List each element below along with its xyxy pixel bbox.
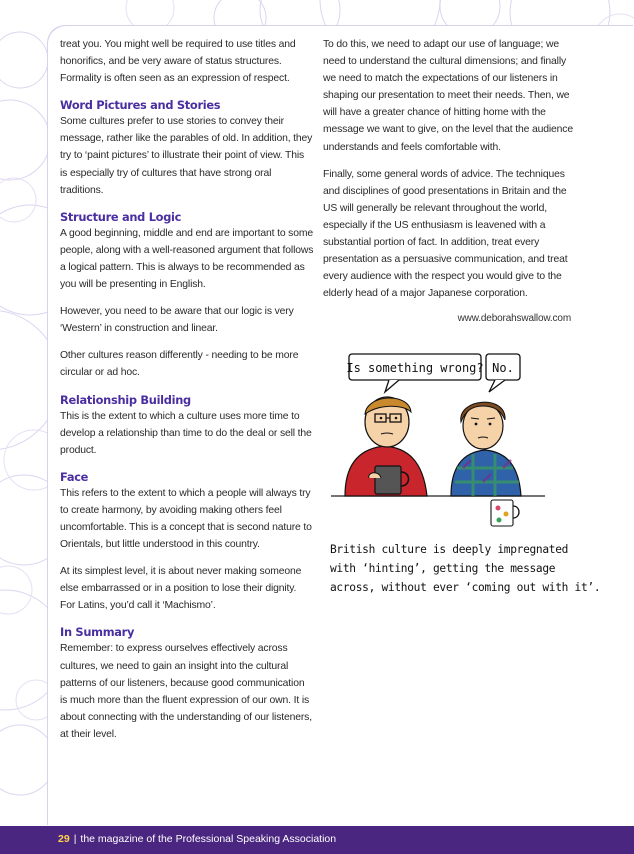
magazine-title: the magazine of the Professional Speaking Association <box>80 833 337 845</box>
speech-bubble-left <box>346 354 483 392</box>
page-number: 29 <box>58 833 70 845</box>
speech-bubble-right <box>486 354 520 392</box>
floral-mug <box>491 500 519 526</box>
paragraph: Other cultures reason differently - needing to be more circular or ad hoc. <box>60 350 299 379</box>
paragraph: Finally, some general words of advice. The techniques and disciplines of good presentations in Britain and the US will generally be relevant throughout the world, especially if the US enthusiasm is leavened with a substantial portion of fact. In addition, treat every presentation as a persuasive communication, and treat every audience with the respect you would give to the elderly head of a major Japanese corporation. <box>323 168 568 300</box>
section-heading-face: Face <box>60 469 89 484</box>
footer-text <box>58 833 336 845</box>
paragraph: A good beginning, middle and end are important to some people, along with a well-reasoned argument that follows a logical pattern. This is always to be recommended as you will be presenting in English. <box>60 227 314 291</box>
footer-bar <box>0 826 634 854</box>
paragraph: Remember: to express ourselves effectively across cultures, we need to gain an insight into the cultural patterns of our listeners, because good communication is much more than the fluent expression of our own. It is about connecting with the understanding of our listeners, at their level. <box>60 643 312 740</box>
man-figure <box>345 397 427 496</box>
woman-figure <box>451 402 521 496</box>
paragraph: To do this, we need to adapt our use of language; we need to understand the cultural dimensions; and finally we need to match the expectations of our listeners in shaping our presentation to meet their needs. Then, we will have a greater chance of hitting home with the message we want to give, on the level that the audience understands and feels comfortable with. <box>323 39 573 153</box>
paragraph: At its simplest level, it is about never making someone else embarrassed or in a position to lose their dignity. For Latins, you’d call it ‘Machismo’. <box>60 566 302 612</box>
paragraph: This is the extent to which a culture uses more time to develop a relationship than time to do the deal or sell the product. <box>60 410 312 456</box>
section-heading-in-summary: In Summary <box>60 625 135 640</box>
paragraph: Some cultures prefer to use stories to convey their message, rather like the parables of old. In addition, they try to ‘paint pictures’ to illustrate their point of view. This is especially try of cultures that have strong oral traditions. <box>60 116 313 196</box>
website-link[interactable]: www.deborahswallow.com <box>457 313 571 325</box>
cartoon-caption <box>330 540 601 597</box>
section-heading-word-pictures: Word Pictures and Stories <box>60 98 221 113</box>
speech-right-text: No. <box>492 361 514 375</box>
left-column <box>60 36 314 753</box>
caption-line: with ‘hinting’, getting the message <box>330 562 556 575</box>
right-column <box>323 36 577 328</box>
footer-separator: | <box>73 833 77 845</box>
section-heading-structure-logic: Structure and Logic <box>60 209 182 224</box>
paragraph: However, you need to be aware that our logic is very ‘Western’ in construction and linear. <box>60 306 294 335</box>
section-heading-relationship-building: Relationship Building <box>60 392 191 407</box>
paragraph: This refers to the extent to which a people will always try to create harmony, by avoiding making others feel uncomfortable. This is a concept that is second nature to Orientals, but little understood in this country. <box>60 487 312 551</box>
caption-line: British culture is deeply impregnated <box>330 543 569 556</box>
intro-paragraph: treat you. You might well be required to use titles and honorifics, and be very aware of status structures. Formality is often seen as an expression of respect. <box>60 39 296 85</box>
caption-line: across, without ever ‘coming out with it’. <box>330 581 601 594</box>
speech-left-text: Is something wrong? <box>346 361 484 375</box>
